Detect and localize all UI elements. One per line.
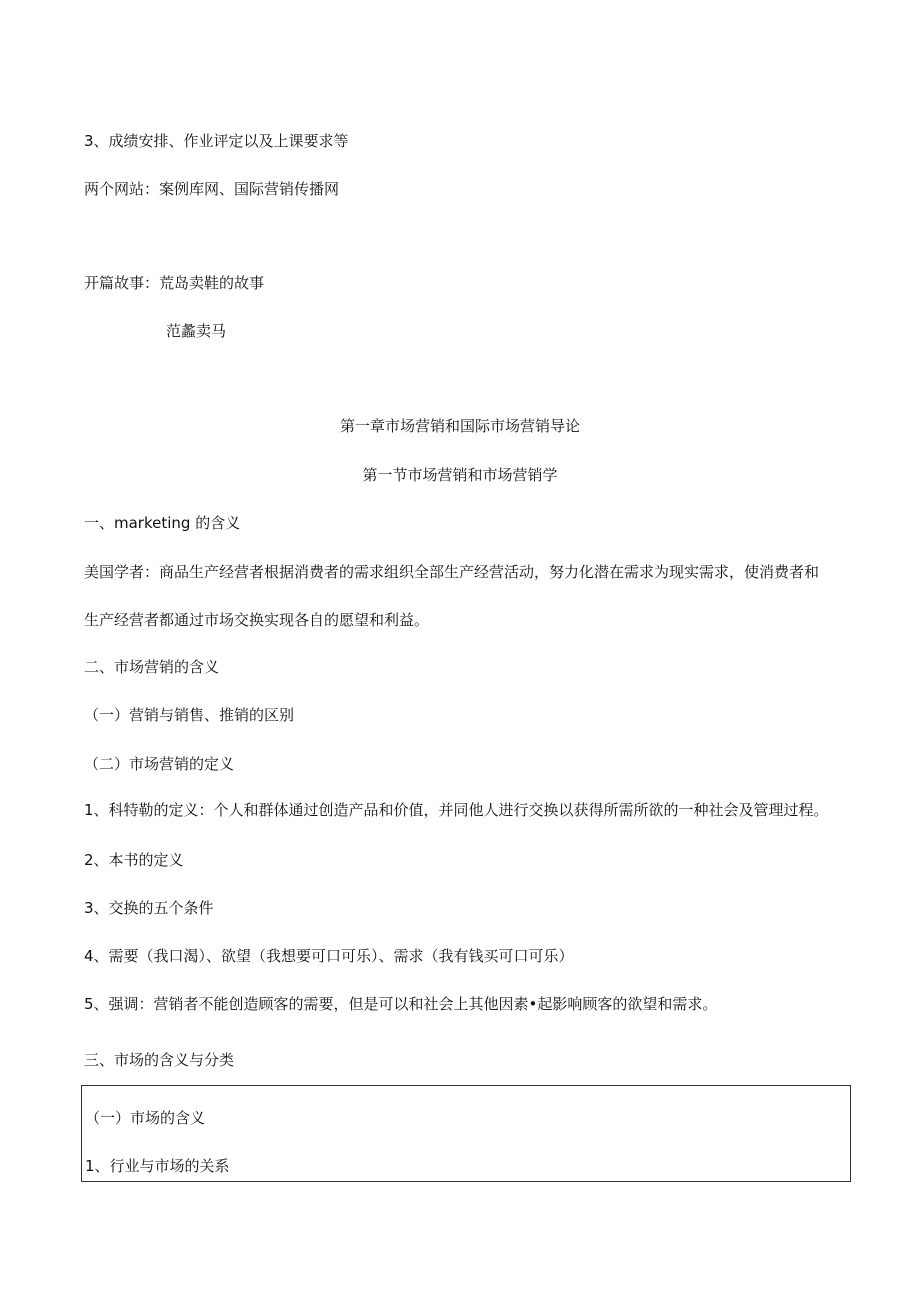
paragraph-us-scholar-1: 美国学者：商品生产经营者根据消费者的需求组织全部生产经营活动，努力化潜在需求为现实需求，使消费者和: [84, 563, 820, 581]
bordered-box: [81, 1085, 851, 1182]
chapter-title: 第一章市场营销和国际市场营销导论: [339, 417, 580, 435]
item-needs-wants-demands: 4、需要（我口渴）、欲望（我想要可口可乐）、需求（我有钱买可口可乐）: [84, 947, 574, 965]
line-opening-story: 开篇故事：荒岛卖鞋的故事: [84, 274, 265, 292]
item-kotler-definition: 1、科特勒的定义：个人和群体通过创造产品和价值，并同他人进行交换以获得所需所欲的一种社会及管理过程。: [84, 801, 829, 819]
line-websites: 两个网站：案例库网、国际营销传播网: [84, 180, 340, 198]
line-story-horse: 范蠡卖马: [166, 322, 227, 340]
heading-marketing-meaning: 一、marketing 的含义: [84, 514, 241, 532]
item-exchange-conditions: 3、交换的五个条件: [84, 899, 214, 917]
subheading-sales-difference: （一）营销与销售、推销的区别: [84, 706, 295, 724]
heading-market-marketing: 二、市场营销的含义: [84, 658, 220, 676]
box-line-industry-market: 1、行业与市场的关系: [85, 1157, 230, 1175]
subheading-definition: （二）市场营销的定义: [84, 755, 235, 773]
section-title: 第一节市场营销和市场营销学: [362, 466, 558, 484]
item-emphasis: 5、强调：营销者不能创造顾客的需要，但是可以和社会上其他因素•起影响顾客的欲望和需求。: [84, 995, 718, 1013]
paragraph-us-scholar-2: 生产经营者都通过市场交换实现各自的愿望和利益。: [84, 611, 430, 629]
item-book-definition: 2、本书的定义: [84, 851, 184, 869]
heading-market-types: 三、市场的含义与分类: [84, 1051, 235, 1069]
line-grading: 3、成绩安排、作业评定以及上课要求等: [84, 132, 349, 150]
box-line-market-meaning: （一）市场的含义: [85, 1109, 206, 1127]
